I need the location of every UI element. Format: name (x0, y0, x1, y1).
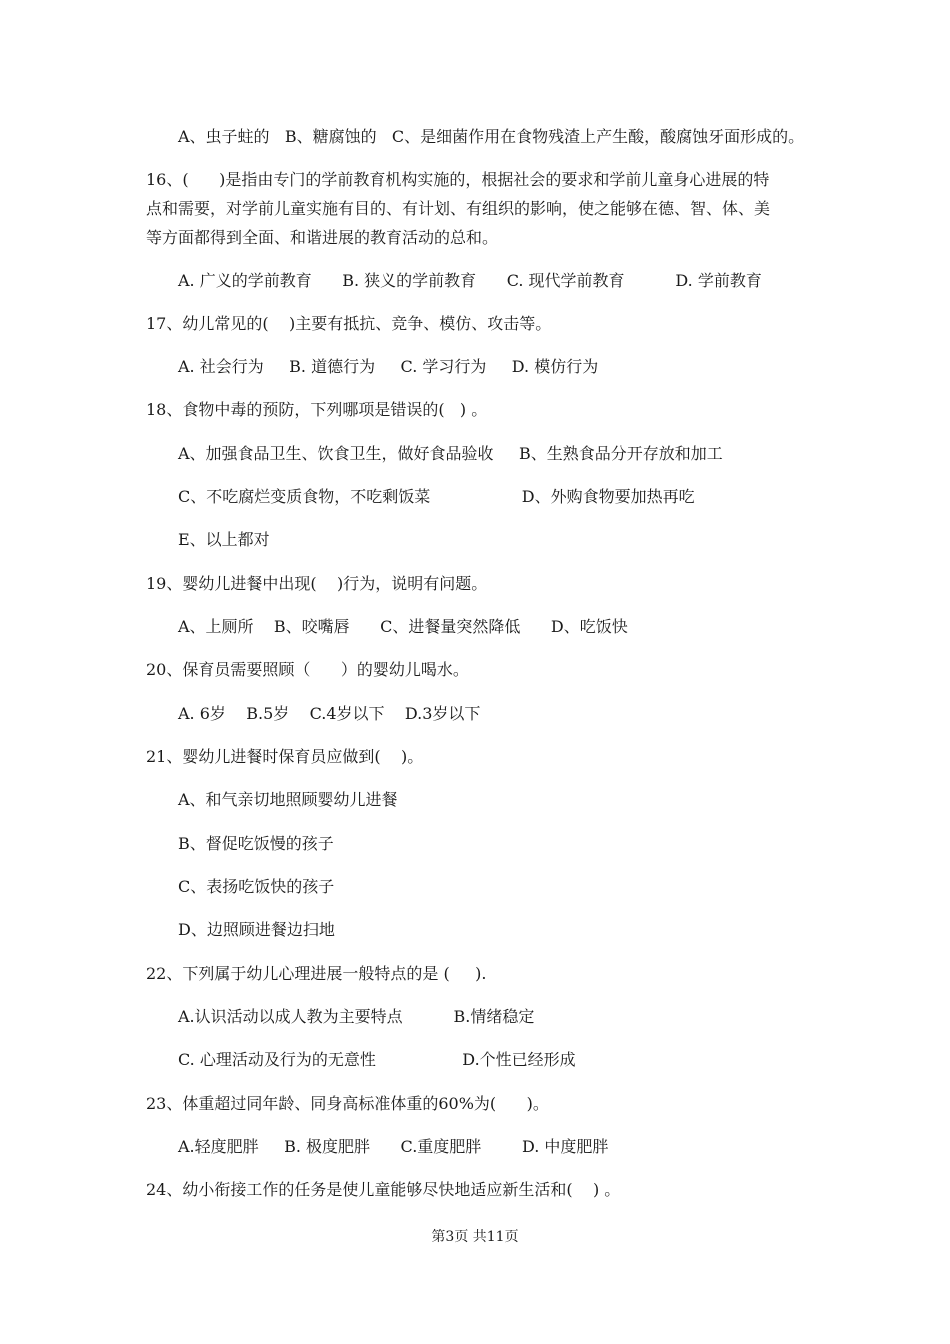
q21-option-c: C、表扬吃饭快的孩子 (178, 877, 335, 896)
q23-stem: 23、体重超过同年龄、同身高标准体重的60%为( )。 (146, 1094, 549, 1113)
q16-stem-line3: 等方面都得到全面、和谐进展的教育活动的总和。 (146, 228, 499, 247)
q21-option-d: D、边照顾进餐边扫地 (178, 920, 335, 939)
q23-options: A.轻度肥胖 B. 极度肥胖 C.重度肥胖 D. 中度肥胖 (178, 1137, 609, 1156)
q22-options-ab: A.认识活动以成人教为主要特点 B.情绪稳定 (178, 1007, 535, 1026)
q18-stem: 18、食物中毒的预防，下列哪项是错误的( ) 。 (146, 400, 488, 419)
q20-stem: 20、保育员需要照顾（ ）的婴幼儿喝水。 (146, 660, 469, 679)
q22-options-cd: C. 心理活动及行为的无意性 D.个性已经形成 (178, 1050, 576, 1069)
q21-stem: 21、婴幼儿进餐时保育员应做到( )。 (146, 747, 424, 766)
q21-option-b: B、督促吃饭慢的孩子 (178, 834, 334, 853)
q16-options: A. 广义的学前教育 B. 狭义的学前教育 C. 现代学前教育 D. 学前教育 (178, 271, 762, 290)
q15-options: A、虫子蛀的 B、糖腐蚀的 C、是细菌作用在食物残渣上产生酸，酸腐蚀牙面形成的。 (178, 127, 805, 146)
q21-option-a: A、和气亲切地照顾婴幼儿进餐 (178, 790, 398, 809)
q19-stem: 19、婴幼儿进餐中出现( )行为，说明有问题。 (146, 574, 488, 593)
q24-stem: 24、幼小衔接工作的任务是使儿童能够尽快地适应新生活和( ) 。 (146, 1180, 621, 1199)
q17-stem: 17、幼儿常见的( )主要有抵抗、竞争、模仿、攻击等。 (146, 314, 552, 333)
q18-option-e: E、以上都对 (178, 530, 270, 549)
q16-stem-line1: 16、( )是指由专门的学前教育机构实施的，根据社会的要求和学前儿童身心进展的特 (146, 170, 770, 189)
q19-options: A、上厕所 B、咬嘴唇 C、进餐量突然降低 D、吃饭快 (178, 617, 628, 636)
q16-stem-line2: 点和需要，对学前儿童实施有目的、有计划、有组织的影响，使之能够在德、智、体、美 (146, 199, 771, 218)
q20-options: A. 6岁 B.5岁 C.4岁以下 D.3岁以下 (178, 704, 481, 723)
q17-options: A. 社会行为 B. 道德行为 C. 学习行为 D. 模仿行为 (178, 357, 599, 376)
q18-options-ab: A、加强食品卫生、饮食卫生，做好食品验收 B、生熟食品分开存放和加工 (178, 444, 723, 463)
page-footer: 第3页 共11页 (431, 1229, 519, 1245)
q18-options-cd: C、不吃腐烂变质食物，不吃剩饭菜 D、外购食物要加热再吃 (178, 487, 695, 506)
q22-stem: 22、下列属于幼儿心理进展一般特点的是 ( ). (146, 964, 487, 983)
